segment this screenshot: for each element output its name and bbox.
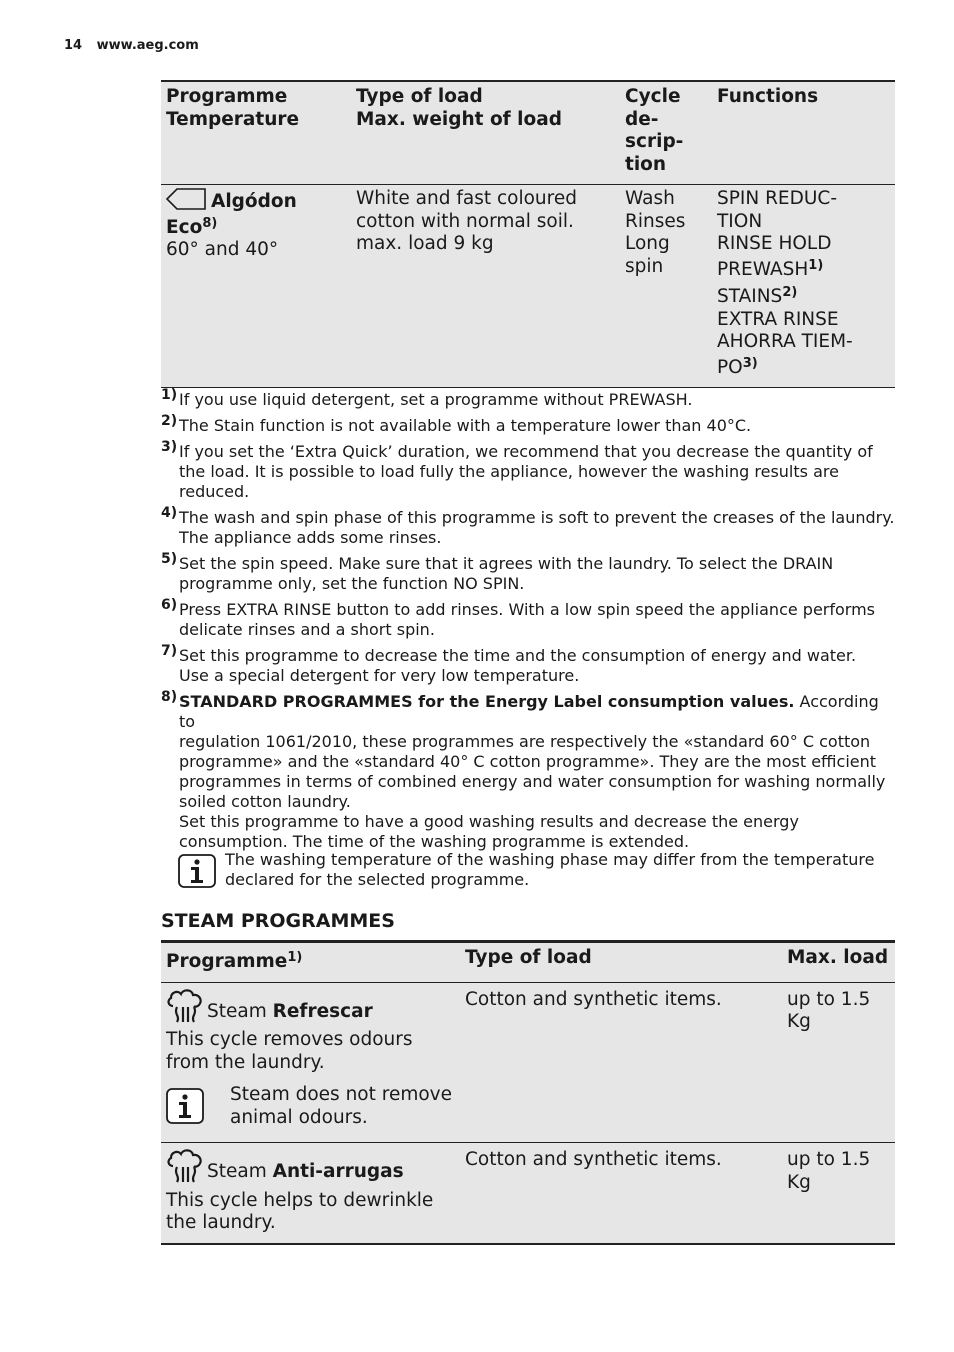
- function-item: TION: [717, 210, 763, 232]
- steam-cloud-icon: [166, 989, 204, 1030]
- function-item: EXTRA RINSE: [717, 308, 839, 330]
- steam-load-cell: Cotton and synthetic items.: [465, 1149, 722, 1170]
- info-icon: [166, 1088, 204, 1131]
- steam-max-cell: up to 1.5 Kg: [787, 988, 871, 1032]
- table-row: [161, 982, 895, 1143]
- programme-table: [161, 80, 895, 388]
- header-type-of-load: Type of load Max. weight of load: [356, 86, 562, 130]
- programme-temperature: 60° and 40°: [166, 239, 279, 260]
- function-item: PO$^{3)}$: [717, 355, 758, 378]
- page-header: [64, 38, 199, 53]
- footnote: 5) Set the spin speed. Make sure that it agrees with the laundry. To select the DRAIN programme only, set the function NO SPIN.: [161, 551, 834, 593]
- steam-max-cell: up to 1.5 Kg: [787, 1149, 871, 1193]
- table-row: [161, 1143, 895, 1244]
- programme-cell: Algódon Eco$^{8)}$ 60° and 40°: [161, 185, 351, 388]
- site-url: www.aeg.com: [96, 38, 199, 53]
- inner-info-note: Steam does not remove animal odours.: [166, 1084, 455, 1134]
- cycle-cell: Wash Rinses Long spin: [625, 188, 686, 277]
- footnote: 3) If you set the ‘Extra Quick’ duration, we recommend that you decrease the quantity of the load. It is possible to load fully the appliance, however the washing results are reduced.: [161, 439, 873, 501]
- steam-load-cell: Cotton and synthetic items.: [465, 988, 722, 1010]
- function-item: STAINS$^{2)}$: [717, 285, 798, 307]
- footnote: 7) Set this programme to decrease the time and the consumption of energy and water. Use a special detergent for very low temperature.: [161, 643, 857, 685]
- load-cell: White and fast coloured cotton with normal soil. max. load 9 kg: [356, 188, 577, 254]
- section-title: STEAM PROGRAMMES: [161, 910, 395, 932]
- header-functions: Functions: [717, 86, 819, 107]
- cotton-tag-icon: [166, 188, 206, 217]
- footnote: 6) Press EXTRA RINSE button to add rinses. With a low spin speed the appliance performs delicate rinses and a short spin.: [161, 597, 876, 639]
- function-item: SPIN REDUC-: [717, 188, 837, 209]
- programme-table-header: [161, 81, 895, 185]
- header-programme: Programme$^{1)}$: [166, 950, 303, 972]
- function-item: RINSE HOLD: [717, 233, 832, 254]
- steam-programme-cell: Steam Refrescar This cycle removes odours from the laundry. Steam does not remove animal odours.: [161, 982, 460, 1143]
- footnote: 8) STANDARD PROGRAMMES for the Energy Label consumption values. According to regulation 1061/2010, these programmes are respectively the «standard 60° C cotton programme» and the «standard 40° C cotton programme». They are the most efficient programmes in terms of combined energy and water consumption for washing normally soiled cotton laundry. Set this programme to have a good washing results and decrease the energy consumption. The time of the washing programme is extended.: [161, 689, 886, 851]
- steam-table: [161, 940, 895, 1245]
- programme-name-2: Eco: [166, 216, 203, 238]
- header-max-load: Max. load: [787, 947, 889, 968]
- steam-programme-name: Anti-arrugas: [272, 1161, 404, 1182]
- header-programme: Programme Temperature: [166, 86, 300, 130]
- function-item: AHORRA TIEM-: [717, 331, 853, 352]
- steam-programme-cell: Steam Anti-arrugas This cycle helps to dewrinkle the laundry.: [161, 1143, 460, 1244]
- footnotes: [161, 387, 899, 858]
- header-type-of-load: Type of load: [465, 947, 592, 968]
- function-item: PREWASH$^{1)}$: [717, 257, 824, 280]
- steam-table-header: [161, 942, 895, 983]
- page-number: 14: [64, 38, 83, 53]
- table-row: [161, 185, 895, 388]
- footnote: 2) The Stain function is not available with a temperature lower than 40°C.: [161, 413, 752, 435]
- steam-programme-name: Refrescar: [272, 1000, 373, 1022]
- footnote: 1) If you use liquid detergent, set a programme without PREWASH.: [161, 387, 693, 409]
- footnote: 4) The wash and spin phase of this programme is soft to prevent the creases of the laundry. The appliance adds some rinses.: [161, 505, 895, 547]
- functions-cell: [712, 185, 895, 388]
- info-icon: [178, 854, 216, 892]
- programme-name: Algódon: [211, 191, 297, 212]
- info-note-text: The washing temperature of the washing phase may differ from the temperature declared for the selected programme.: [225, 850, 875, 889]
- header-cycle: Cycle de- scrip- tion: [625, 86, 684, 175]
- steam-cloud-icon: [166, 1149, 204, 1190]
